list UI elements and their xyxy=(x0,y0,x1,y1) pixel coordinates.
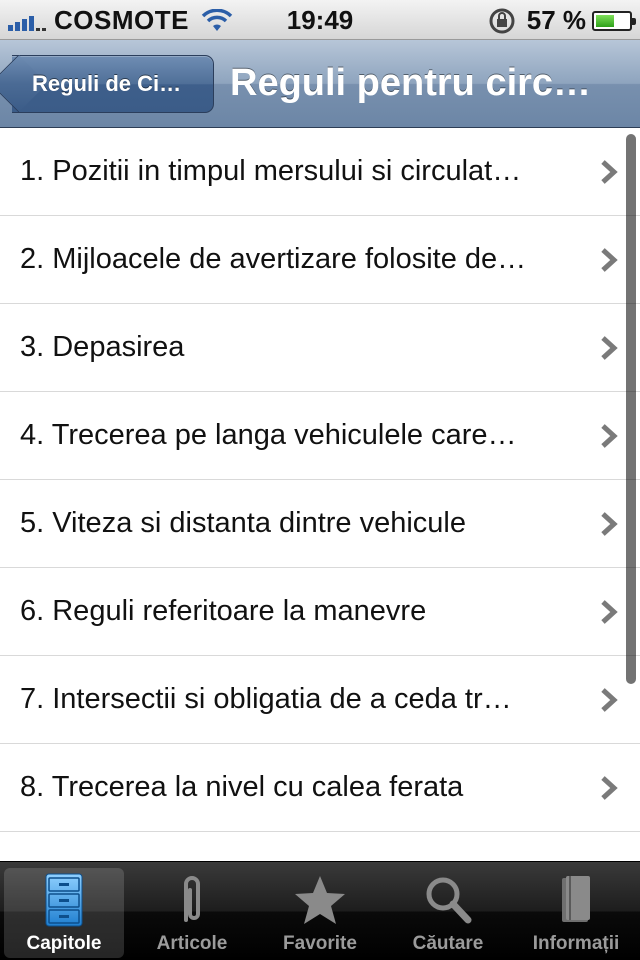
tab-articole[interactable] xyxy=(128,862,256,960)
list-item[interactable] xyxy=(0,656,640,744)
cabinet-icon xyxy=(34,870,94,930)
rotation-lock-icon xyxy=(487,7,517,35)
carrier-name: COSMOTE xyxy=(54,5,189,35)
tab-label: Articole xyxy=(156,933,228,954)
tab-label: Favorite xyxy=(283,933,357,954)
tab-label: Căutare xyxy=(412,933,484,954)
list-item[interactable] xyxy=(0,392,640,480)
chevron-right-icon xyxy=(598,159,620,185)
list-item-label: 7. Intersectii si obligatia de a ceda tr… xyxy=(20,683,512,715)
back-button[interactable] xyxy=(12,55,214,113)
status-right xyxy=(487,5,632,36)
chapter-list[interactable] xyxy=(0,128,640,861)
list-item-label: 5. Viteza si distanta dintre vehicule xyxy=(20,507,467,539)
status-bar xyxy=(0,0,640,40)
star-icon xyxy=(290,870,350,930)
list-item[interactable] xyxy=(0,480,640,568)
search-icon xyxy=(418,870,478,930)
tab-favorite[interactable] xyxy=(256,862,384,960)
chevron-right-icon xyxy=(598,511,620,537)
navigation-bar xyxy=(0,40,640,128)
list-item-label: 8. Trecerea la nivel cu calea ferata xyxy=(20,771,464,803)
chevron-right-icon xyxy=(598,775,620,801)
tab-label: Informații xyxy=(532,933,620,954)
list-item[interactable] xyxy=(0,128,640,216)
list-item-label: 1. Pozitii in timpul mersului si circulat… xyxy=(20,155,522,187)
status-time: 19:49 xyxy=(286,5,354,35)
chevron-right-icon xyxy=(598,247,620,273)
page-title: Reguli pentru circ… xyxy=(230,62,592,104)
list-item-label: 3. Depasirea xyxy=(20,331,185,363)
list-item[interactable] xyxy=(0,304,640,392)
chevron-right-icon xyxy=(598,599,620,625)
list-item[interactable] xyxy=(0,744,640,832)
chevron-right-icon xyxy=(598,335,620,361)
battery-percent: 57 % xyxy=(526,5,586,35)
list-item-label: 6. Reguli referitoare la manevre xyxy=(20,595,427,627)
list-item-label: 2. Mijloacele de avertizare folosite de… xyxy=(20,243,527,275)
list-item[interactable] xyxy=(0,216,640,304)
tab-informatii[interactable] xyxy=(512,862,640,960)
tab-bar xyxy=(0,861,640,960)
scroll-indicator[interactable] xyxy=(626,134,636,684)
battery-level xyxy=(596,15,614,27)
back-button-label: Reguli de Ci… xyxy=(32,71,182,96)
list-item-label: 4. Trecerea pe langa vehiculele care… xyxy=(20,419,517,451)
chevron-right-icon xyxy=(598,423,620,449)
tab-capitole[interactable] xyxy=(0,862,128,960)
tab-label: Capitole xyxy=(26,933,102,954)
chevron-right-icon xyxy=(598,687,620,713)
paperclip-icon xyxy=(162,870,222,930)
tab-cautare[interactable] xyxy=(384,862,512,960)
book-icon xyxy=(546,870,606,930)
battery-icon xyxy=(592,11,632,31)
list-item[interactable] xyxy=(0,832,640,861)
list-item[interactable] xyxy=(0,568,640,656)
